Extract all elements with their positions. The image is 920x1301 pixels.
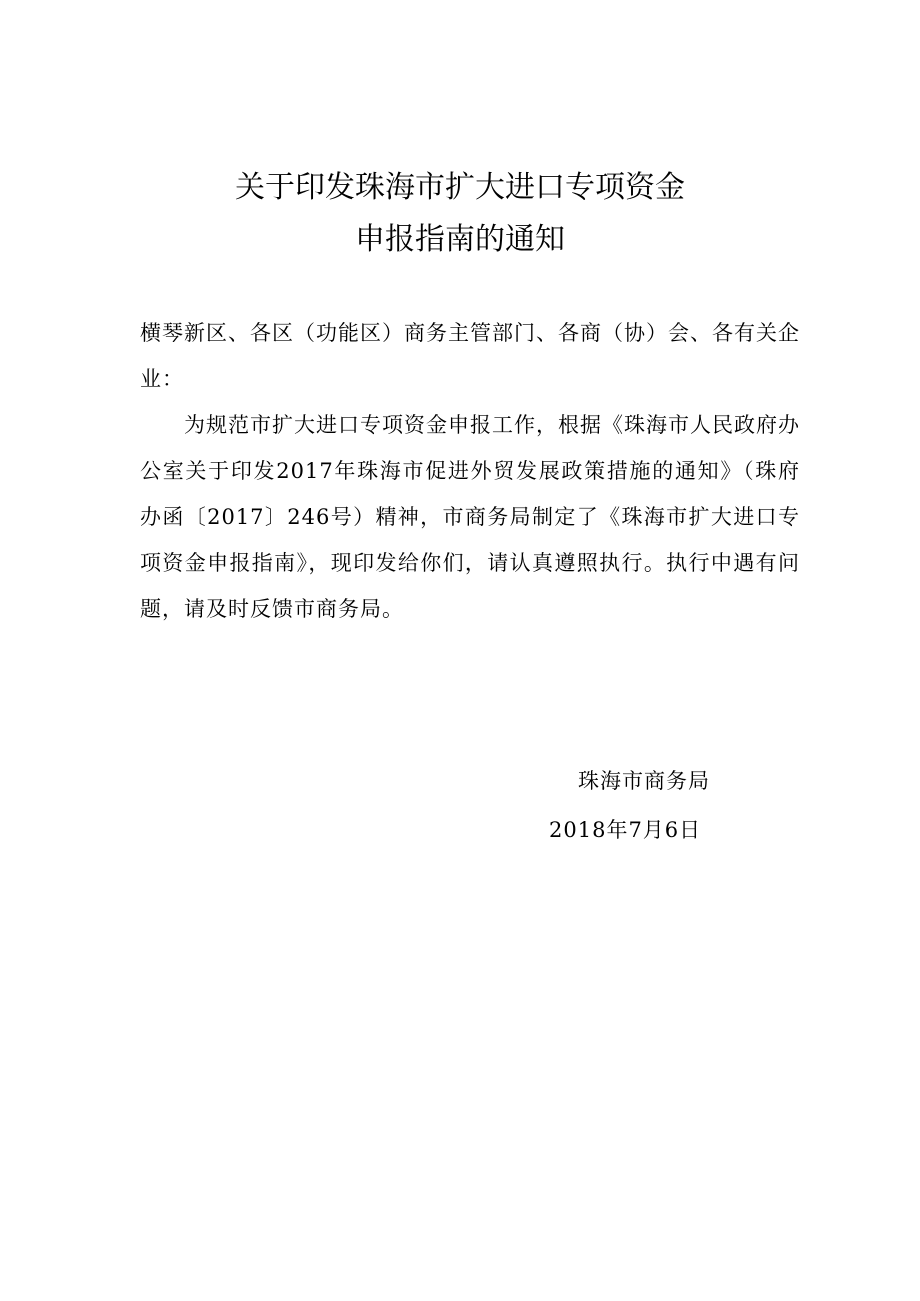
issue-date: 2018年7月6日: [549, 818, 702, 842]
body-paragraph: 为规范市扩大进口专项资金申报工作，根据《珠海市人民政府办公室关于印发2017年珠海市促进外贸发展政策措施的通知》（珠府办函〔2017〕246号）精神，市商务局制定了《珠海市扩大进口专项资金申报指南》，现印发给你们，请认真遵照执行。执行中遇有问题，请及时反馈市商务局。: [140, 413, 800, 621]
salutation: 横琴新区、各区（功能区）商务主管部门、各商（协）会、各有关企业：: [140, 321, 800, 391]
document-title-line-2: 申报指南的通知: [355, 222, 565, 257]
issuer-signature: 珠海市商务局: [578, 769, 710, 793]
document-title-line-1: 关于印发珠海市扩大进口专项资金: [235, 170, 685, 205]
